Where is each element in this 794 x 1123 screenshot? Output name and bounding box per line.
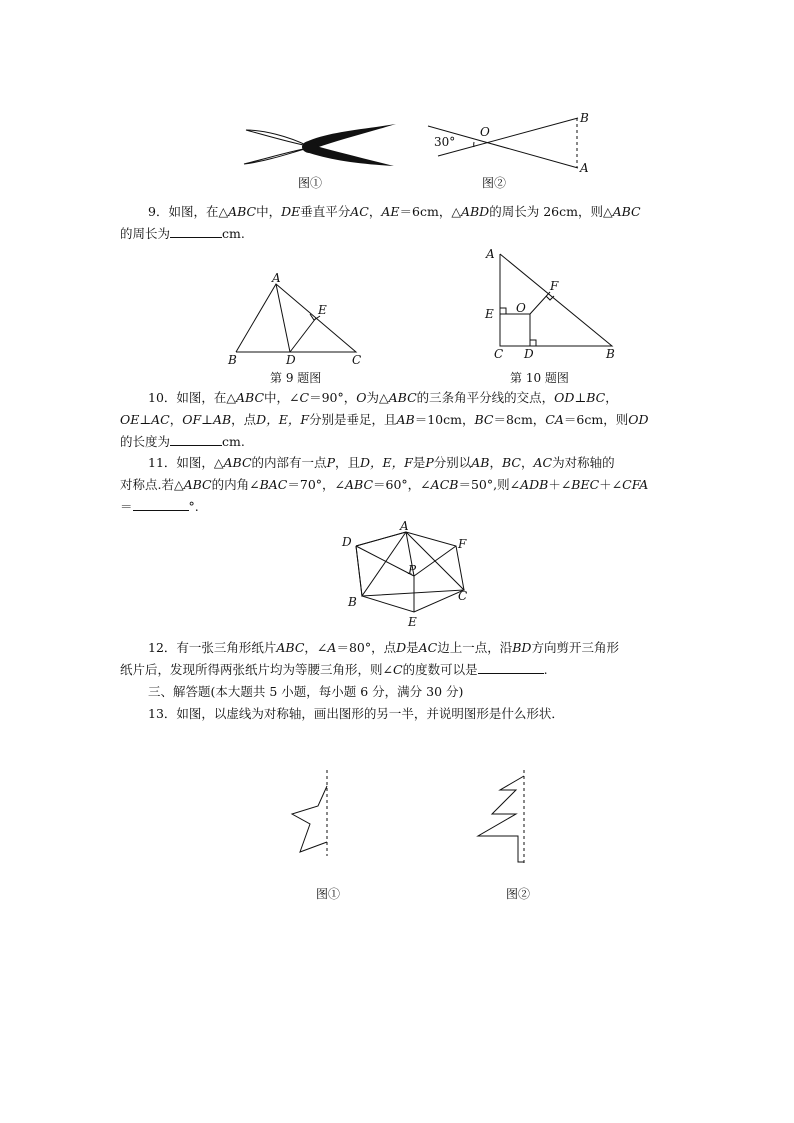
svg-text:E: E [485,307,494,321]
svg-text:A: A [486,247,495,261]
q9-triangle-figure [226,270,376,370]
q10-figure-caption: 第 10 题图 [510,371,569,385]
label-a: A [580,161,589,175]
svg-text:C: C [352,353,362,367]
q13-tree-half-figure [474,768,534,868]
svg-text:D: D [524,347,534,361]
answer-blank-10[interactable] [170,432,222,446]
svg-text:F: F [458,537,467,551]
q13-fig1-caption: 图① [316,887,341,901]
label-b: B [580,111,589,125]
svg-text:E: E [318,303,327,317]
answer-blank-11[interactable] [133,497,189,511]
svg-text:B: B [606,347,615,361]
label-o: O [480,125,490,139]
svg-text:C: C [458,589,468,603]
svg-text:F: F [550,279,559,293]
svg-text:A: A [272,271,281,285]
q11-hexagon-figure [340,518,480,630]
svg-text:C: C [494,347,504,361]
fig2-caption: 图② [482,176,507,190]
svg-text:O: O [516,301,526,315]
q13-fig2-caption: 图② [506,887,531,901]
svg-text:D: D [342,535,352,549]
section-heading: 三、解答题(本大题共 5 小题，每小题 6 分，满分 30 分) [148,684,464,699]
question-13: 13．如图，以虚线为对称轴，画出图形的另一半，并说明图形是什么形状． [148,706,564,721]
svg-text:B: B [228,353,237,367]
answer-blank-9[interactable] [170,224,222,238]
svg-text:P: P [408,563,417,577]
angle-label: 30° [434,135,456,149]
svg-text:D: D [286,353,296,367]
svg-text:E: E [408,615,417,629]
q13-star-half-figure [284,768,334,858]
scissors-figure [238,118,398,170]
q10-triangle-figure [480,244,620,366]
angle-figure [424,110,594,174]
svg-text:A: A [400,519,409,533]
answer-blank-12[interactable] [478,660,544,674]
q9-figure-caption: 第 9 题图 [270,371,322,385]
scissors-icon [244,124,396,166]
svg-text:B: B [348,595,357,609]
fig1-caption: 图① [298,176,323,190]
